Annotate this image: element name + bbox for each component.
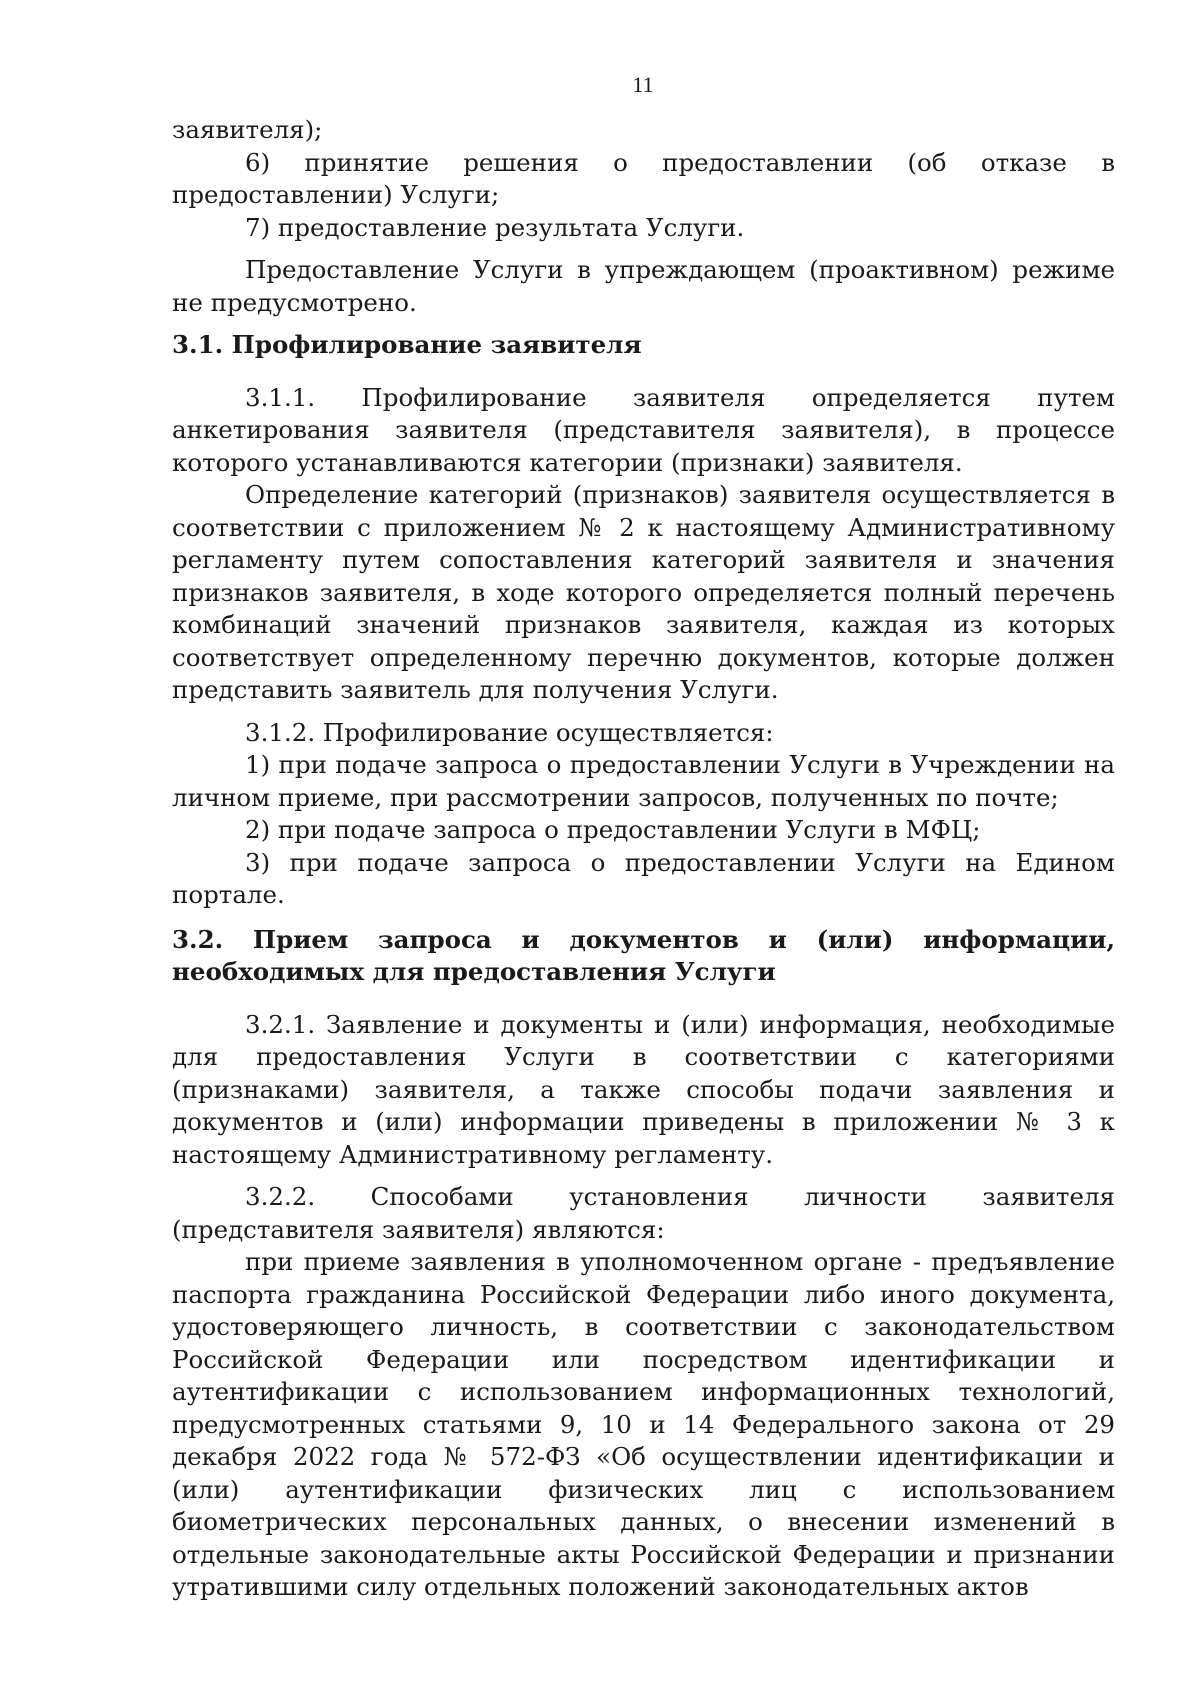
- paragraph-proactive: Предоставление Услуги в упреждающем (проактивном) режиме не предусмотрено.: [172, 255, 1115, 317]
- paragraph-continuation: заявителя);: [172, 115, 323, 144]
- paragraph-3-2-1: 3.2.1. Заявление и документы и (или) информация, необходимые для предоставления Услуги в соответствии с категориями (признаками) заявителя, а также способы подачи заявления и документов и (или) информации приведены в приложении № 3 к настоящему Административному регламенту.: [172, 1009, 1115, 1169]
- paragraph-3-1-2: 3.1.2. Профилирование осуществляется:: [245, 717, 774, 747]
- list-item-3: 3) при подаче запроса о предоставлении Услуги на Едином портале.: [172, 847, 1115, 909]
- document-body: [172, 114, 1115, 1604]
- paragraph-3-2-2: 3.2.2. Способами установления личности заявителя (представителя заявителя) являются:: [172, 1182, 1115, 1244]
- section-heading-3-1: 3.1. Профилирование заявителя: [172, 330, 642, 359]
- page-number: 11: [632, 72, 654, 97]
- list-item-1: 1) при подаче запроса о предоставлении Услуги в Учреждении на личном приеме, при рассмотрении запросов, полученных по почте;: [172, 750, 1115, 812]
- paragraph-identity: при приеме заявления в уполномоченном органе - предъявление паспорта гражданина Российской Федерации либо иного документа, удостоверяющего личность, в соответствии с законодательством Российской Федерации или посредством идентификации и аутентификации с использованием информационных технологий, предусмотренных статьями 9, 10 и 14 Федерального закона от 29 декабря 2022 года № 572-ФЗ «Об осуществлении идентификации и (или) аутентификации физических лиц с использованием биометрических персональных данных, о внесении изменений в отдельные законодательные акты Российской Федерации и признании утратившими силу отдельных положений законодательных актов: [172, 1247, 1115, 1601]
- paragraph-categories: Определение категорий (признаков) заявителя осуществляется в соответствии с приложением № 2 к настоящему Административному регламенту путем сопоставления категорий заявителя и значения признаков заявителя, в ходе которого определяется полный перечень комбинаций значений признаков заявителя, каждая из которых соответствует определенному перечню документов, которые должен представить заявитель для получения Услуги.: [172, 480, 1115, 704]
- list-item-6: 6) принятие решения о предоставлении (об отказе в предоставлении) Услуги;: [172, 147, 1115, 209]
- paragraph-3-1-1: 3.1.1. Профилирование заявителя определяется путем анкетирования заявителя (представителя заявителя), в процессе которого устанавливаются категории (признаки) заявителя.: [172, 382, 1115, 477]
- section-heading-3-2: 3.2. Прием запроса и документов и (или) информации, необходимых для предоставления Услуги: [172, 924, 1115, 986]
- list-item-7: 7) предоставление результата Услуги.: [245, 212, 745, 242]
- list-item-2: 2) при подаче запроса о предоставлении Услуги в МФЦ;: [245, 815, 981, 844]
